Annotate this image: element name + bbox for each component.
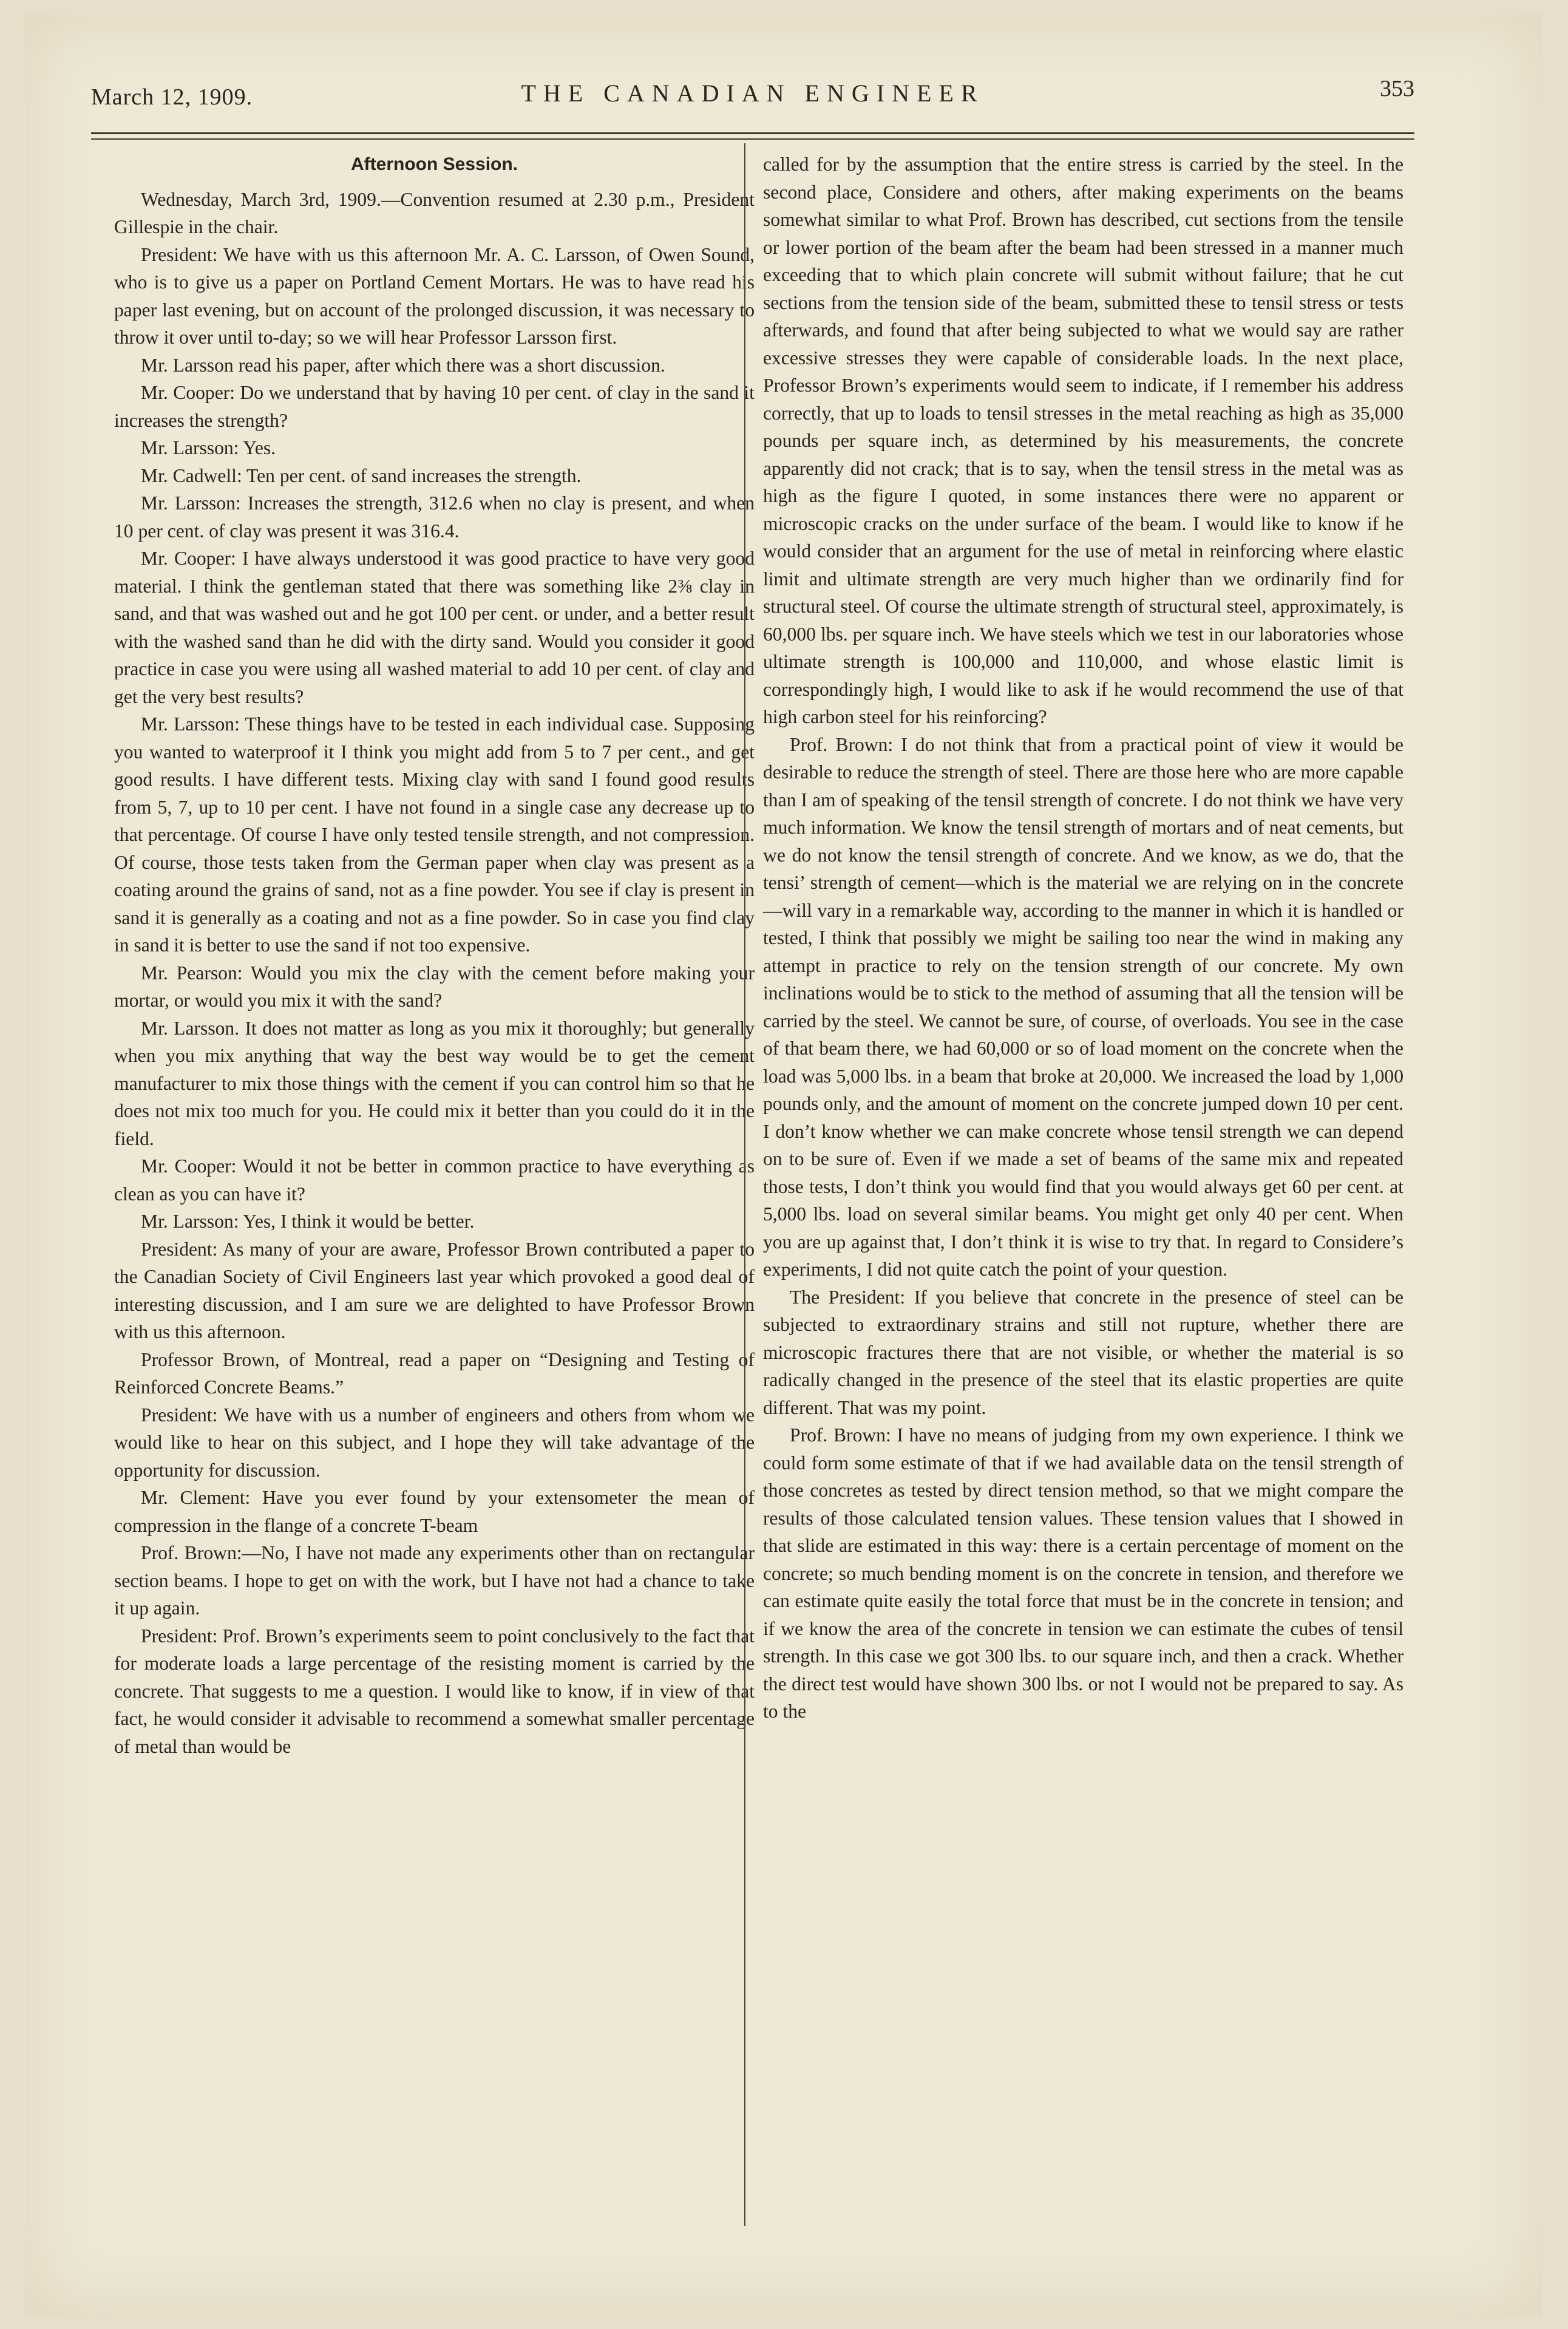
- right-column: [763, 151, 1403, 1725]
- paragraph: Mr. Clement: Have you ever found by your extensometer the mean of compression in the flange of a concrete T-beam: [114, 1487, 755, 1536]
- paragraph: Prof. Brown:—No, I have not made any experiments other than on rectangular section beams. I hope to get on with the work, but I have not had a chance to take it up again.: [114, 1542, 755, 1619]
- paragraph: President: As many of your are aware, Professor Brown contributed a paper to the Canadian Society of Civil Engineers last year which provoked a good deal of interesting discussion, and I am sure we are delighted to have Professor Brown with us this afternoon.: [114, 1238, 755, 1342]
- paragraph: Mr. Larsson read his paper, after which there was a short discussion.: [141, 354, 665, 376]
- paragraph: Mr. Cadwell: Ten per cent. of sand increases the strength.: [141, 464, 582, 486]
- column-divider: [744, 143, 745, 2226]
- paragraph: Mr. Larsson: Yes.: [141, 437, 276, 458]
- page-number: 353: [1380, 76, 1414, 101]
- left-column: [114, 151, 755, 1760]
- paragraph: Professor Brown, of Montreal, read a paper on “Designing and Testing of Reinforced Concrete Beams.”: [114, 1348, 755, 1398]
- journal-title: THE CANADIAN ENGINEER: [521, 80, 985, 107]
- paragraph: President: We have with us a number of engineers and others from whom we would like to hear on this subject, and I hope they will take advantage of the opportunity for discussion.: [114, 1404, 755, 1481]
- paragraph: Prof. Brown: I do not think that from a practical point of view it would be desirable to reduce the strength of steel. There are those here who are more capable than I am of speaking of the tensil strength of concrete. I do not think we have very much information. We know the tensil strength of mortars and of neat cements, but we do not know the tensil strength of concrete. And we know, as we do, that the tensi’ strength of cement—which is the material we are relying on in the concrete—will vary in a remarkable way, according to the manner in which it is handled or tested, I think that possibly we might be sailing too near the wind in making any attempt in practice to rely on the tension strength of our concrete. My own inclinations would be to stick to the method of assuming that all the tension will be carried by the steel. We cannot be sure, of course, of overloads. You see in the case of that beam there, we had 60,000 or so of load moment on the concrete when the load was 5,000 lbs. in a beam that broke at 20,000. We increased the load by 1,000 pounds only, and the amount of moment on the concrete jumped down 10 per cent. I don’t know whether we can make concrete whose tensil strength we can depend on to be sure of. Even if we made a set of beams of the same mix and repeated those tests, I don’t think you would find that you would always get 60 per cent. at 5,000 lbs. load on several similar beams. You might get only 40 per cent. When you are up against that, I don’t think it is wise to try that. In regard to Considere’s experiments, I did not quite catch the point of your question.: [763, 733, 1403, 1280]
- paragraph: Mr. Larsson: These things have to be tested in each individual case. Supposing you wanted to waterproof it I think you might add from 5 to 7 per cent., and get good results. I have different tests. Mixing clay with sand I found good results from 5, 7, up to 10 per cent. I have not found in a single case any decrease up to that percentage. Of course I have only tested tensile strength, and not compression. Of course, those tests taken from the German paper when clay was present as a coating around the grains of sand, not as a fine powder. You see if clay is present in sand it is generally as a coating and not as a fine powder. So in case you find clay in sand it is better to use the sand if not too expensive.: [114, 713, 755, 956]
- header-rule-bottom: [91, 138, 1414, 140]
- paragraph: Prof. Brown: I have no means of judging from my own experience. I think we could form some estimate of that if we had available data on the tensil strength of those concretes as tested by direct tension method, so that we might compare the results of those calculated tension values. These tension values that I showed in that slide are estimated in this way: there is a certain percentage of moment on the concrete; so much bending moment is on the concrete in tension, and therefore we can estimate quite easily the total force that must be in the concrete in tension; and if we know the area of the concrete in tension we can estimate the cubes of tensil strength. In this case we got 300 lbs. to our square inch, and then a crack. Whether the direct test would have shown 300 lbs. or not I would not be prepared to say. As to the: [763, 1424, 1403, 1722]
- paragraph: Mr. Larsson: Yes, I think it would be better.: [141, 1211, 475, 1232]
- paragraph: President: We have with us this afternoon Mr. A. C. Larsson, of Owen Sound, who is to give us a paper on Portland Cement Mortars. He was to have read his paper last evening, but on account of the prolonged discussion, it was necessary to throw it over until to-day; so we will hear Professor Larsson first.: [114, 243, 755, 348]
- paragraph: Mr. Pearson: Would you mix the clay with the cement before making your mortar, or would you mix it with the sand?: [114, 962, 755, 1011]
- issue-date: March 12, 1909.: [91, 84, 253, 110]
- paragraph: Mr. Cooper: Do we understand that by having 10 per cent. of clay in the sand it increases the strength?: [114, 382, 755, 431]
- paragraph: Mr. Cooper: I have always understood it was good practice to have very good material. I think the gentleman stated that there was something like 2⅜ clay in sand, and that was washed out and he got 100 per cent. or under, and a better result with the washed sand than he did with the dirty sand. Would you consider it good practice in case you were using all washed material to add 10 per cent. of clay and get the very best results?: [114, 548, 755, 707]
- paragraph: Mr. Larsson: Increases the strength, 312.6 when no clay is present, and when 10 per cent. of clay was present it was 316.4.: [114, 492, 755, 542]
- paragraph: The President: If you believe that concrete in the presence of steel can be subjected to extraordinary strains and still not rupture, whether there are microscopic fractures there that are not visible, or whether the material is so radically changed in the presence of the steel that its elastic properties are quite different. That was my point.: [763, 1286, 1403, 1418]
- page-header: [91, 73, 1414, 121]
- paragraph: Mr. Cooper: Would it not be better in common practice to have everything as clean as you can have it?: [114, 1155, 755, 1205]
- paragraph: Mr. Larsson. It does not matter as long as you mix it thoroughly; but generally when you mix anything that way the best way would be to get the cement manufacturer to mix those things with the cement if you can control him so that he does not mix too much for you. He could mix it better than you could do it in the field.: [114, 1017, 755, 1149]
- paragraph: called for by the assumption that the entire stress is carried by the steel. In the second place, Considere and others, after making experiments on the beams somewhat similar to what Prof. Brown has described, cut sections from the tensile or lower portion of the beam after the beam had been stressed in a manner much exceeding that to which plain concrete will submit without failure; that he cut sections from the tension side of the beam, submitted these to tensil stress or tests afterwards, and found that after being subjected to what we would say are rather excessive stresses they were capable of considerable loads. In the next place, Professor Brown’s experiments would seem to indicate, if I remember his address correctly, that up to loads to tensil stresses in the metal reaching as high as 35,000 pounds per square inch, as determined by his measurements, the concrete apparently did not crack; that is to say, when the tensil stress in the metal was as high as the figure I quoted, in some instances there were no apparent or microscopic cracks on the under surface of the beam. I would like to know if he would consider that an argument for the use of metal in reinforcing where elastic limit and ultimate strength are very much higher than we ordinarily find for structural steel. Of course the ultimate strength of structural steel, approximately, is 60,000 lbs. per square inch. We have steels which we test in our laboratories whose ultimate strength is 100,000 and 110,000, and whose elastic limit is correspondingly high, I would like to ask if he would recommend the use of that high carbon steel for his reinforcing?: [763, 154, 1403, 727]
- paragraph: President: Prof. Brown’s experiments seem to point conclusively to the fact that for moderate loads a large percentage of the resisting moment is carried by the concrete. That suggests to me a question. I would like to know, if in view of that fact, he would consider it advisable to recommend a somewhat smaller percentage of metal than would be: [114, 1625, 755, 1757]
- section-title: Afternoon Session.: [350, 154, 518, 174]
- header-rule-top: [91, 132, 1414, 134]
- paragraph: Wednesday, March 3rd, 1909.—Convention resumed at 2.30 p.m., President Gillespie in the chair.: [114, 188, 755, 237]
